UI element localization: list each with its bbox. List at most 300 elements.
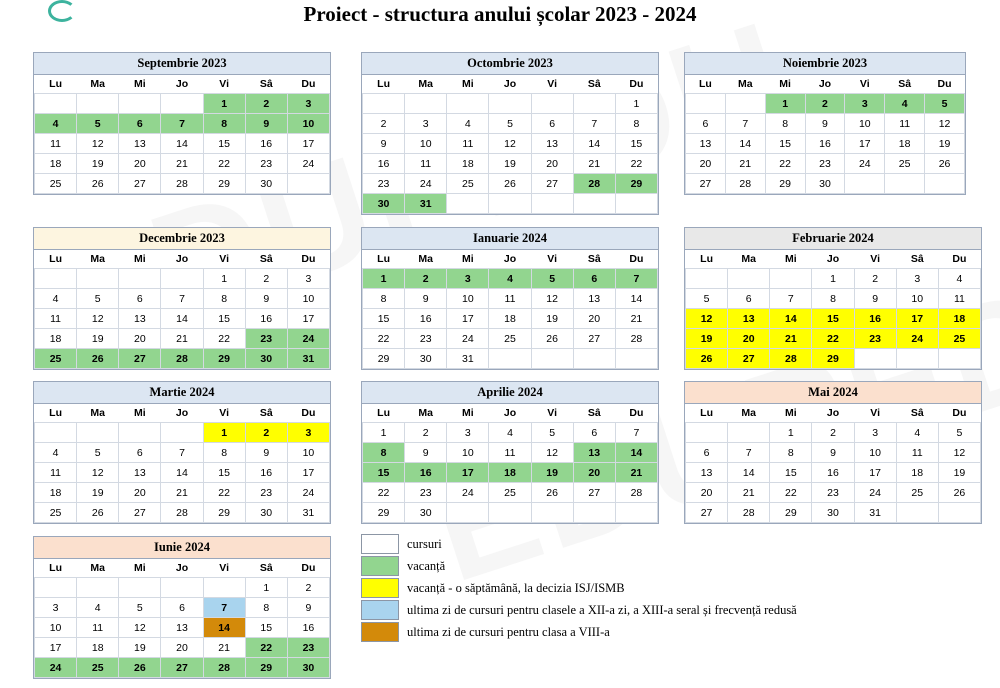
day-cell: 19 — [531, 463, 573, 483]
day-cell-empty — [161, 269, 203, 289]
day-cell: 13 — [573, 289, 615, 309]
day-cell: 1 — [770, 423, 812, 443]
weekday-header-row — [35, 250, 330, 269]
month-table — [685, 75, 965, 194]
day-cell: 11 — [77, 618, 119, 638]
weekday-header: Ma — [90, 407, 105, 419]
week-row — [35, 443, 330, 463]
day-cell: 30 — [245, 174, 287, 194]
week-row — [35, 423, 330, 443]
day-cell: 25 — [885, 154, 925, 174]
day-cell: 1 — [245, 578, 287, 598]
weekday-header: Jo — [175, 407, 189, 419]
day-cell: 27 — [686, 174, 726, 194]
day-cell: 17 — [447, 463, 489, 483]
day-cell: 8 — [615, 114, 657, 134]
day-cell-empty — [35, 423, 77, 443]
day-cell: 15 — [615, 134, 657, 154]
day-cell: 20 — [119, 329, 161, 349]
day-cell: 14 — [725, 134, 765, 154]
day-cell: 30 — [245, 503, 287, 523]
day-cell: 10 — [896, 289, 938, 309]
weekday-header: Jo — [818, 78, 832, 90]
weekday-header: Vi — [219, 253, 229, 265]
day-cell: 10 — [287, 443, 329, 463]
day-cell: 11 — [885, 114, 925, 134]
day-cell: 31 — [287, 349, 329, 369]
day-cell: 11 — [405, 154, 447, 174]
month-title: Aprilie 2024 — [362, 382, 658, 404]
day-cell: 22 — [203, 154, 245, 174]
day-cell-empty — [938, 503, 980, 523]
weekday-header: Du — [301, 253, 316, 265]
day-cell: 22 — [812, 329, 854, 349]
day-cell-empty — [573, 349, 615, 369]
day-cell: 9 — [363, 134, 405, 154]
day-cell: 21 — [161, 483, 203, 503]
day-cell-empty — [573, 503, 615, 523]
weekday-header: Du — [937, 78, 952, 90]
weekday-header: Sâ — [259, 78, 273, 90]
day-cell: 20 — [531, 154, 573, 174]
day-cell-empty — [119, 578, 161, 598]
day-cell: 24 — [854, 483, 896, 503]
day-cell: 25 — [35, 174, 77, 194]
weekday-header: Jo — [503, 78, 517, 90]
weekday-header: Vi — [547, 253, 557, 265]
day-cell: 27 — [573, 329, 615, 349]
day-cell: 14 — [161, 463, 203, 483]
week-row — [35, 114, 330, 134]
day-cell-empty — [489, 349, 531, 369]
week-row — [686, 114, 965, 134]
day-cell: 24 — [845, 154, 885, 174]
day-cell-empty — [489, 194, 531, 214]
day-cell: 16 — [245, 463, 287, 483]
day-cell: 30 — [363, 194, 405, 214]
weekday-header-row — [35, 559, 330, 578]
day-cell: 19 — [119, 638, 161, 658]
day-cell-empty — [686, 269, 728, 289]
legend-label: ultima zi de cursuri pentru clasele a XII-a zi, a XIII-a seral și frecvență redusă — [407, 602, 797, 617]
month-card — [33, 381, 331, 524]
day-cell: 14 — [615, 443, 657, 463]
week-row — [363, 174, 658, 194]
day-cell: 18 — [35, 329, 77, 349]
week-row — [363, 309, 658, 329]
weekday-header: Jo — [826, 253, 840, 265]
week-row — [35, 638, 330, 658]
day-cell: 10 — [287, 114, 329, 134]
day-cell: 26 — [938, 483, 980, 503]
day-cell: 7 — [161, 114, 203, 134]
day-cell: 23 — [245, 329, 287, 349]
day-cell: 29 — [615, 174, 657, 194]
day-cell: 15 — [245, 618, 287, 638]
day-cell-empty — [728, 423, 770, 443]
day-cell: 28 — [161, 503, 203, 523]
day-cell: 11 — [938, 289, 980, 309]
day-cell: 16 — [245, 309, 287, 329]
day-cell: 3 — [447, 423, 489, 443]
day-cell: 16 — [363, 154, 405, 174]
day-cell-empty — [447, 194, 489, 214]
weekday-header: Lu — [49, 562, 62, 574]
day-cell: 26 — [119, 658, 161, 678]
weekday-header: Vi — [859, 78, 870, 90]
day-cell: 1 — [203, 94, 245, 114]
day-cell: 15 — [770, 463, 812, 483]
day-cell: 18 — [885, 134, 925, 154]
day-cell: 23 — [287, 638, 329, 658]
day-cell: 15 — [203, 309, 245, 329]
weekday-header: Lu — [377, 78, 390, 90]
month-card — [684, 381, 982, 524]
legend-swatch — [361, 578, 399, 598]
day-cell: 29 — [245, 658, 287, 678]
day-cell: 27 — [119, 174, 161, 194]
weekday-header: Mi — [134, 78, 146, 90]
day-cell: 29 — [770, 503, 812, 523]
week-row — [686, 329, 981, 349]
weekday-header: Lu — [700, 253, 713, 265]
day-cell: 30 — [405, 349, 447, 369]
day-cell: 11 — [489, 443, 531, 463]
day-cell: 4 — [896, 423, 938, 443]
month-card — [684, 227, 982, 370]
day-cell: 29 — [363, 349, 405, 369]
day-cell: 28 — [161, 174, 203, 194]
day-cell: 5 — [531, 269, 573, 289]
day-cell: 18 — [896, 463, 938, 483]
day-cell: 1 — [615, 94, 657, 114]
day-cell: 8 — [812, 289, 854, 309]
day-cell: 25 — [77, 658, 119, 678]
day-cell: 19 — [77, 329, 119, 349]
day-cell: 30 — [287, 658, 329, 678]
month-table — [362, 75, 658, 214]
day-cell: 23 — [805, 154, 845, 174]
day-cell: 14 — [573, 134, 615, 154]
month-card — [361, 381, 659, 524]
day-cell: 10 — [447, 289, 489, 309]
day-cell: 1 — [765, 94, 805, 114]
day-cell: 20 — [686, 483, 728, 503]
day-cell-empty — [725, 94, 765, 114]
weekday-header: Vi — [219, 562, 229, 574]
day-cell: 4 — [489, 423, 531, 443]
weekday-header: Ma — [418, 407, 433, 419]
legend-row — [361, 555, 961, 577]
day-cell: 5 — [77, 443, 119, 463]
weekday-header: Ma — [90, 562, 105, 574]
day-cell-empty — [573, 94, 615, 114]
day-cell: 19 — [489, 154, 531, 174]
week-row — [35, 154, 330, 174]
legend-row — [361, 533, 961, 555]
weekday-header: Ma — [741, 253, 756, 265]
day-cell: 10 — [287, 289, 329, 309]
day-cell: 16 — [812, 463, 854, 483]
day-cell: 6 — [686, 443, 728, 463]
day-cell: 21 — [161, 329, 203, 349]
weekday-header: Sâ — [259, 253, 273, 265]
day-cell: 26 — [77, 174, 119, 194]
weekday-header: Mi — [785, 407, 797, 419]
legend — [361, 533, 961, 643]
week-row — [363, 154, 658, 174]
day-cell: 20 — [728, 329, 770, 349]
day-cell-empty — [77, 94, 119, 114]
day-cell: 24 — [447, 329, 489, 349]
day-cell: 12 — [119, 618, 161, 638]
month-title: Ianuarie 2024 — [362, 228, 658, 250]
day-cell: 6 — [119, 289, 161, 309]
day-cell: 2 — [854, 269, 896, 289]
day-cell: 26 — [77, 503, 119, 523]
weekday-header: Sâ — [259, 562, 273, 574]
day-cell: 7 — [725, 114, 765, 134]
month-card — [361, 52, 659, 215]
day-cell-empty — [35, 94, 77, 114]
day-cell: 28 — [728, 503, 770, 523]
day-cell: 12 — [925, 114, 965, 134]
weekday-header: Sâ — [898, 78, 912, 90]
day-cell: 16 — [287, 618, 329, 638]
day-cell: 21 — [573, 154, 615, 174]
month-title: Noiembrie 2023 — [685, 53, 965, 75]
weekday-header: Ma — [90, 253, 105, 265]
day-cell: 8 — [203, 114, 245, 134]
day-cell-empty — [770, 269, 812, 289]
weekday-header: Jo — [503, 253, 517, 265]
day-cell-empty — [885, 174, 925, 194]
weekday-header-row — [686, 75, 965, 94]
week-row — [35, 503, 330, 523]
day-cell: 22 — [765, 154, 805, 174]
week-row — [686, 289, 981, 309]
day-cell: 1 — [203, 423, 245, 443]
week-row — [686, 463, 981, 483]
weekday-header: Ma — [418, 253, 433, 265]
day-cell: 16 — [405, 309, 447, 329]
day-cell: 26 — [531, 329, 573, 349]
weekday-header: Vi — [219, 78, 229, 90]
day-cell: 19 — [686, 329, 728, 349]
week-row — [686, 134, 965, 154]
day-cell: 15 — [812, 309, 854, 329]
weekday-header: Mi — [462, 253, 474, 265]
day-cell: 7 — [615, 269, 657, 289]
week-row — [363, 114, 658, 134]
day-cell: 8 — [363, 443, 405, 463]
weekday-header: Mi — [134, 253, 146, 265]
day-cell: 8 — [765, 114, 805, 134]
day-cell: 31 — [854, 503, 896, 523]
weekday-header: Du — [301, 78, 316, 90]
day-cell: 14 — [203, 618, 245, 638]
week-row — [686, 154, 965, 174]
day-cell: 2 — [287, 578, 329, 598]
month-card — [361, 227, 659, 370]
day-cell-empty — [77, 269, 119, 289]
day-cell: 7 — [573, 114, 615, 134]
day-cell: 30 — [245, 349, 287, 369]
weekday-header: Du — [952, 253, 967, 265]
day-cell: 5 — [938, 423, 980, 443]
day-cell: 28 — [615, 329, 657, 349]
day-cell: 25 — [35, 503, 77, 523]
day-cell-empty — [615, 194, 657, 214]
day-cell: 2 — [245, 94, 287, 114]
day-cell: 15 — [363, 309, 405, 329]
month-title: Iunie 2024 — [34, 537, 330, 559]
day-cell: 3 — [405, 114, 447, 134]
day-cell: 17 — [447, 309, 489, 329]
day-cell: 9 — [287, 598, 329, 618]
legend-swatch — [361, 622, 399, 642]
weekday-header: Du — [301, 407, 316, 419]
day-cell: 22 — [363, 329, 405, 349]
day-cell: 23 — [405, 329, 447, 349]
month-card — [33, 536, 331, 679]
week-row — [363, 134, 658, 154]
legend-swatch — [361, 534, 399, 554]
day-cell: 9 — [405, 443, 447, 463]
day-cell: 27 — [119, 349, 161, 369]
weekday-header-row — [35, 404, 330, 423]
day-cell: 4 — [447, 114, 489, 134]
day-cell: 15 — [765, 134, 805, 154]
weekday-header: Ma — [90, 78, 105, 90]
day-cell: 8 — [203, 289, 245, 309]
day-cell-empty — [938, 349, 980, 369]
week-row — [35, 463, 330, 483]
week-row — [686, 174, 965, 194]
week-row — [686, 309, 981, 329]
month-title: Martie 2024 — [34, 382, 330, 404]
day-cell: 26 — [77, 349, 119, 369]
day-cell-empty — [896, 349, 938, 369]
day-cell: 18 — [35, 154, 77, 174]
day-cell: 26 — [531, 483, 573, 503]
day-cell: 29 — [765, 174, 805, 194]
day-cell-empty — [686, 423, 728, 443]
day-cell: 6 — [728, 289, 770, 309]
day-cell: 12 — [77, 134, 119, 154]
day-cell: 23 — [245, 483, 287, 503]
day-cell-empty — [447, 503, 489, 523]
day-cell: 24 — [405, 174, 447, 194]
day-cell: 4 — [77, 598, 119, 618]
month-title: Septembrie 2023 — [34, 53, 330, 75]
day-cell-empty — [119, 94, 161, 114]
day-cell: 1 — [812, 269, 854, 289]
day-cell: 31 — [405, 194, 447, 214]
day-cell: 25 — [489, 329, 531, 349]
day-cell: 27 — [728, 349, 770, 369]
day-cell: 3 — [287, 94, 329, 114]
day-cell-empty — [119, 423, 161, 443]
day-cell: 21 — [725, 154, 765, 174]
day-cell: 16 — [805, 134, 845, 154]
month-table — [685, 404, 981, 523]
day-cell: 23 — [363, 174, 405, 194]
day-cell: 12 — [77, 463, 119, 483]
day-cell: 27 — [573, 483, 615, 503]
day-cell: 10 — [405, 134, 447, 154]
day-cell: 28 — [573, 174, 615, 194]
weekday-header: Vi — [547, 78, 557, 90]
day-cell: 20 — [161, 638, 203, 658]
day-cell: 21 — [615, 463, 657, 483]
weekday-header: Du — [952, 407, 967, 419]
day-cell: 12 — [531, 443, 573, 463]
day-cell-empty — [203, 578, 245, 598]
day-cell: 17 — [896, 309, 938, 329]
day-cell: 3 — [287, 269, 329, 289]
day-cell: 19 — [938, 463, 980, 483]
week-row — [363, 349, 658, 369]
week-row — [363, 503, 658, 523]
weekday-header: Lu — [49, 407, 62, 419]
day-cell: 4 — [489, 269, 531, 289]
day-cell-empty — [287, 174, 329, 194]
week-row — [35, 618, 330, 638]
day-cell-empty — [35, 578, 77, 598]
weekday-header: Sâ — [259, 407, 273, 419]
day-cell: 25 — [489, 483, 531, 503]
day-cell: 17 — [287, 134, 329, 154]
day-cell: 7 — [615, 423, 657, 443]
day-cell: 24 — [287, 483, 329, 503]
month-title: Decembrie 2023 — [34, 228, 330, 250]
day-cell-empty — [896, 503, 938, 523]
day-cell: 9 — [245, 114, 287, 134]
month-table — [34, 75, 330, 194]
day-cell: 23 — [245, 154, 287, 174]
weekday-header: Lu — [377, 407, 390, 419]
weekday-header: Jo — [175, 78, 189, 90]
day-cell: 8 — [203, 443, 245, 463]
day-cell: 24 — [287, 329, 329, 349]
day-cell: 24 — [447, 483, 489, 503]
day-cell: 9 — [245, 443, 287, 463]
month-title: Februarie 2024 — [685, 228, 981, 250]
month-table — [34, 404, 330, 523]
day-cell: 13 — [119, 463, 161, 483]
day-cell: 29 — [203, 503, 245, 523]
day-cell: 2 — [363, 114, 405, 134]
day-cell: 13 — [119, 309, 161, 329]
month-table — [362, 404, 658, 523]
week-row — [35, 309, 330, 329]
day-cell: 8 — [245, 598, 287, 618]
day-cell: 6 — [573, 269, 615, 289]
week-row — [686, 443, 981, 463]
day-cell: 11 — [896, 443, 938, 463]
day-cell: 16 — [405, 463, 447, 483]
day-cell-empty — [728, 269, 770, 289]
day-cell: 24 — [35, 658, 77, 678]
weekday-header: Lu — [49, 78, 62, 90]
day-cell-empty — [405, 94, 447, 114]
day-cell: 7 — [770, 289, 812, 309]
week-row — [686, 503, 981, 523]
day-cell: 5 — [925, 94, 965, 114]
weekday-header: Lu — [700, 407, 713, 419]
day-cell: 3 — [447, 269, 489, 289]
